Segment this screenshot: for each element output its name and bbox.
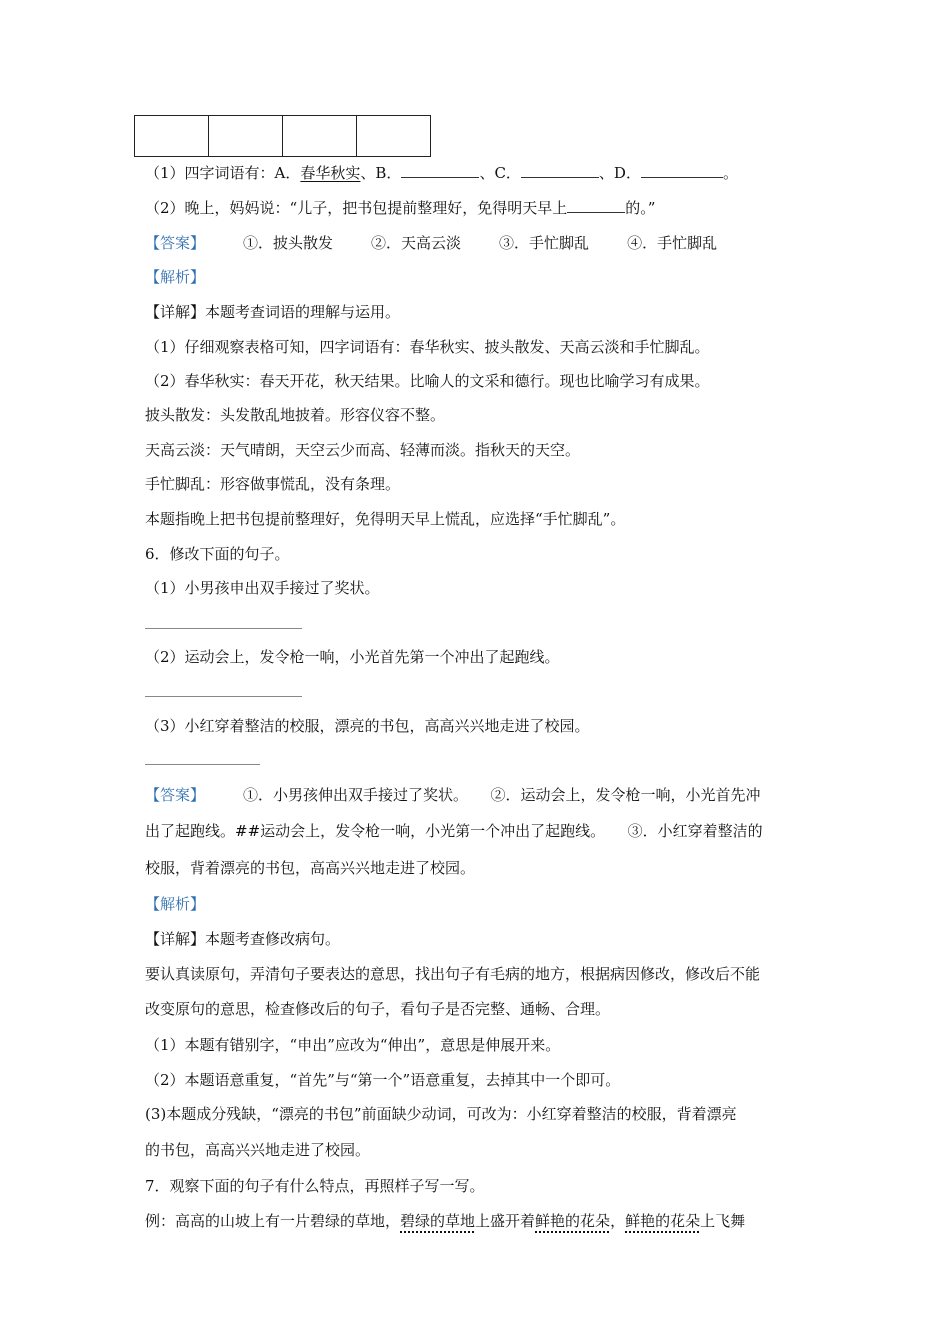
answer-text: ①．小男孩伸出双手接过了奖状。 ②．运动会上，发令枪一响，小光首先冲 — [243, 786, 761, 804]
answer-text: 校服，背着漂亮的书包，高高兴兴地走进了校园。 — [145, 859, 476, 877]
explain-line: （2）春华秋实：春天开花，秋天结果。比喻人的文采和德行。现也比喻学习有成果。 — [145, 372, 710, 390]
emphasis-text: 鲜艳的花朵 — [625, 1212, 701, 1230]
explain-line: （2）本题语意重复，“首先”与“第一个”语意重复，去掉其中一个即可。 — [145, 1071, 621, 1089]
table-cell — [283, 116, 357, 156]
answer-item: ①．披头散发 — [243, 234, 334, 252]
q6-title: 6．修改下面的句子。 — [145, 545, 290, 563]
answer-line-1[interactable] — [145, 628, 302, 629]
q5-part1-end: 。 — [722, 164, 738, 182]
explain-line: 改变原句的意思，检查修改后的句子，看句子是否完整、通畅、合理。 — [145, 1000, 611, 1018]
blank-d[interactable] — [641, 163, 723, 178]
table-cell — [135, 116, 209, 156]
answer-tag: 【答案】 — [145, 234, 206, 252]
answer-item: ③．手忙脚乱 — [499, 234, 590, 252]
q5-label-b: 、B． — [360, 164, 402, 182]
example-text: 上盛开着 — [475, 1212, 536, 1230]
word-table — [134, 115, 431, 157]
q5-part2-post: 的。” — [625, 199, 656, 217]
answer-tag: 【答案】 — [145, 786, 206, 804]
blank-part2[interactable] — [567, 198, 625, 213]
explain-line: （1）本题有错别字，“申出”应改为“伸出”，意思是伸展开来。 — [145, 1036, 561, 1054]
emphasis-text: 碧绿的草地 — [400, 1212, 476, 1230]
q6-sentence-2: （2）运动会上，发令枪一响，小光首先第一个冲出了起跑线。 — [145, 648, 560, 666]
example-text: 例：高高的山坡上有一片碧绿的草地， — [145, 1212, 401, 1230]
explain-line: 本题指晚上把书包提前整理好，免得明天早上慌乱，应选择“手忙脚乱”。 — [145, 510, 626, 528]
table-cell — [209, 116, 283, 156]
table-cell — [357, 116, 430, 156]
q5-label-c: 、C． — [479, 164, 521, 182]
q5-part1-prefix: （1）四字词语有：A． — [145, 164, 301, 182]
q6-sentence-3: （3）小红穿着整洁的校服，漂亮的书包，高高兴兴地走进了校园。 — [145, 717, 590, 735]
q5-part2 — [145, 197, 655, 218]
detail-line: 【详解】本题考查词语的理解与运用。 — [145, 303, 401, 321]
detail-line: 【详解】本题考查修改病句。 — [145, 930, 341, 948]
blank-b[interactable] — [401, 163, 479, 178]
answer-text: 出了起跑线。##运动会上，发令枪一响，小光第一个冲出了起跑线。 ③．小红穿着整洁的 — [145, 822, 763, 840]
q7-example — [145, 1210, 745, 1231]
blank-c[interactable] — [521, 163, 599, 178]
q5-answer — [145, 232, 717, 253]
explain-line: 的书包，高高兴兴地走进了校园。 — [145, 1141, 371, 1159]
q5-part2-pre: （2）晚上，妈妈说：“儿子，把书包提前整理好，免得明天早上 — [145, 199, 568, 217]
explain-line: （1）仔细观察表格可知，四字词语有：春华秋实、披头散发、天高云淡和手忙脚乱。 — [145, 338, 710, 356]
emphasis-text: 鲜艳的花朵 — [535, 1212, 611, 1230]
q5-label-d: 、D． — [598, 164, 641, 182]
answer-item: ②．天高云淡 — [371, 234, 462, 252]
explain-line: 手忙脚乱：形容做事慌乱，没有条理。 — [145, 475, 401, 493]
answer-line-3[interactable] — [145, 764, 260, 765]
q7-title: 7．观察下面的句子有什么特点，再照样子写一写。 — [145, 1177, 485, 1195]
q6-answer — [145, 784, 761, 805]
analysis-tag: 【解析】 — [145, 895, 206, 913]
answer-item: ④．手忙脚乱 — [627, 234, 718, 252]
explain-line: (3)本题成分残缺，“漂亮的书包”前面缺少动词，可改为：小红穿着整洁的校服，背着漂亮 — [145, 1105, 737, 1123]
explain-line: 披头散发：头发散乱地披着。形容仪容不整。 — [145, 406, 446, 424]
explain-line: 天高云淡：天气晴朗，天空云少而高、轻薄而淡。指秋天的天空。 — [145, 441, 581, 459]
answer-line-2[interactable] — [145, 696, 302, 697]
q6-sentence-1: （1）小男孩申出双手接过了奖状。 — [145, 579, 380, 597]
example-text: 上飞舞 — [700, 1212, 746, 1230]
explain-line: 要认真读原句，弄清句子要表达的意思，找出句子有毛病的地方，根据病因修改，修改后不能 — [145, 965, 761, 983]
q5-answer-a: 春华秋实 — [300, 164, 361, 182]
example-text: ， — [610, 1212, 626, 1230]
q5-part1 — [145, 162, 738, 183]
analysis-tag: 【解析】 — [145, 268, 206, 286]
